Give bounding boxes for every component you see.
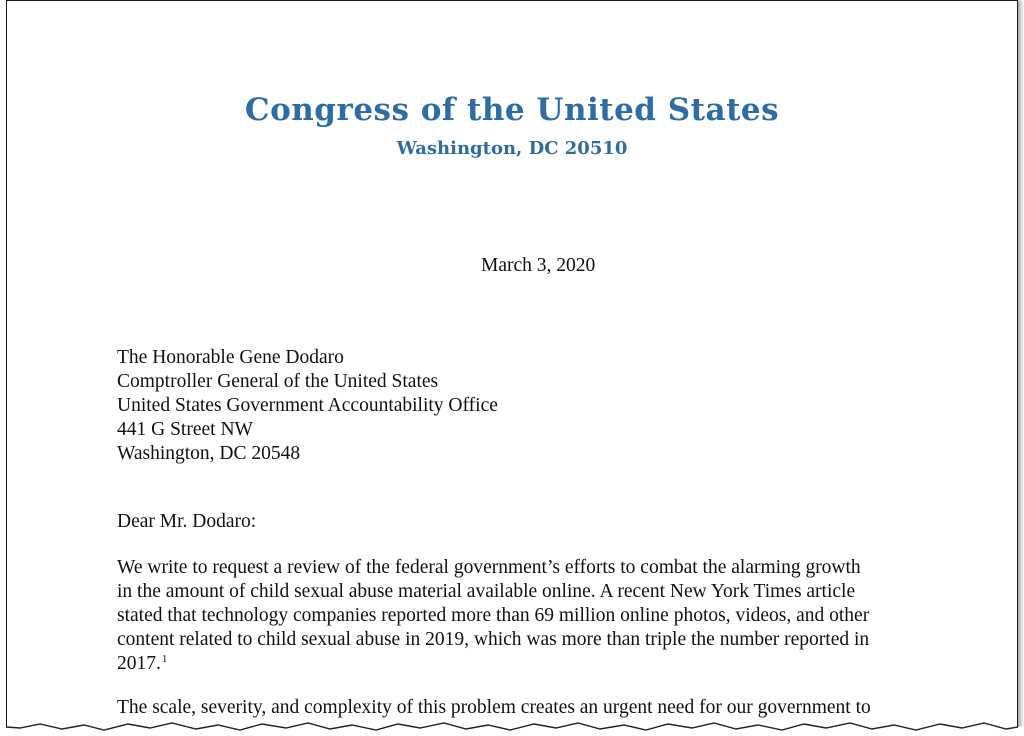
letter-date: March 3, 2020 [481, 255, 596, 276]
paragraph-last-line: 2017. [117, 653, 161, 674]
paragraph-line: in the amount of child sexual abuse material available online. A recent New York Times article [117, 581, 856, 602]
letterhead-title: Congress of the United States [244, 92, 780, 128]
paragraph-line: content related to child sexual abuse in 2019, which was more than triple the number reported in [117, 629, 870, 650]
body-paragraph-1 [117, 556, 869, 676]
recipient-line: 441 G Street NW [117, 419, 253, 440]
paragraph-line: stated that technology companies reported more than 69 million online photos, videos, and other [117, 605, 870, 626]
paragraph-line: The scale, severity, and complexity of this problem creates an urgent need for our government to [117, 697, 871, 718]
paragraph-line: We write to request a review of the federal government’s efforts to combat the alarming growth [117, 557, 861, 578]
recipient-line: The Honorable Gene Dodaro [117, 347, 344, 368]
paragraph-line [117, 652, 869, 676]
letterhead-address: Washington, DC 20510 [396, 138, 628, 159]
footnote-marker[interactable]: 1 [161, 652, 168, 665]
torn-paper-edge [0, 700, 1024, 736]
recipient-line: Washington, DC 20548 [117, 443, 301, 464]
recipient-line: Comptroller General of the United States [117, 371, 439, 392]
recipient-address-block [117, 346, 498, 466]
recipient-line: United States Government Accountability Office [117, 395, 498, 416]
salutation: Dear Mr. Dodaro: [117, 511, 257, 532]
